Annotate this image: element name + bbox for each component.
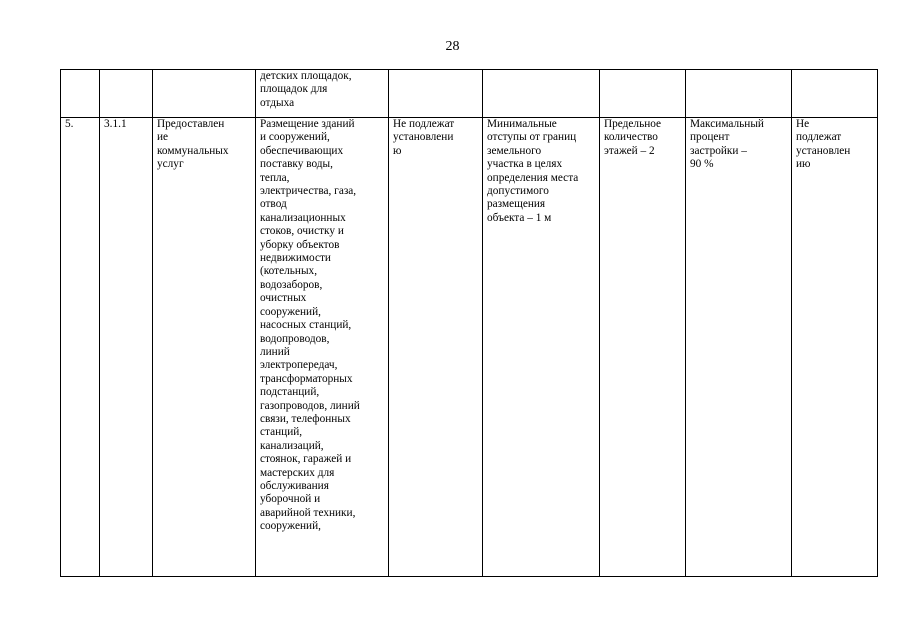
cell-floors: Предельное количество этажей – 2	[600, 118, 686, 577]
cell-use-name: Предоставлен ие коммунальных услуг	[153, 118, 256, 577]
cell-floors	[600, 70, 686, 118]
cell-other	[792, 70, 878, 118]
page-number: 28	[445, 39, 460, 54]
cell-use-description: детских площадок, площадок для отдыха	[256, 70, 389, 118]
table-row	[61, 118, 878, 577]
cell-other: Не подлежат установлен ию	[792, 118, 878, 577]
regulations-table	[60, 69, 878, 577]
cell-number	[61, 70, 100, 118]
cell-code	[100, 70, 153, 118]
cell-plot-size	[389, 70, 483, 118]
cell-setbacks: Минимальные отступы от границ земельного участка в целях определения места допустимого размещения объекта – 1 м	[483, 118, 600, 577]
cell-code: 3.1.1	[100, 118, 153, 577]
cell-number: 5.	[61, 118, 100, 577]
cell-use-name	[153, 70, 256, 118]
cell-use-description: Размещение зданий и сооружений, обеспечивающих поставку воды, тепла, электричества, газа, отвод канализационных стоков, очистку и уборку объектов недвижимости (котельных, водозаборов, очистных сооружений, насосных станций, водопроводов, линий электропередач, трансформаторных подстанций, газопроводов, линий связи, телефонных станций, канализаций, стоянок, гаражей и мастерских для обслуживания уборочной и аварийной техники, сооружений,	[256, 118, 389, 577]
cell-coverage: Максимальный процент застройки – 90 %	[686, 118, 792, 577]
cell-coverage	[686, 70, 792, 118]
cell-setbacks	[483, 70, 600, 118]
table-row	[61, 70, 878, 118]
cell-plot-size: Не подлежат установлени ю	[389, 118, 483, 577]
